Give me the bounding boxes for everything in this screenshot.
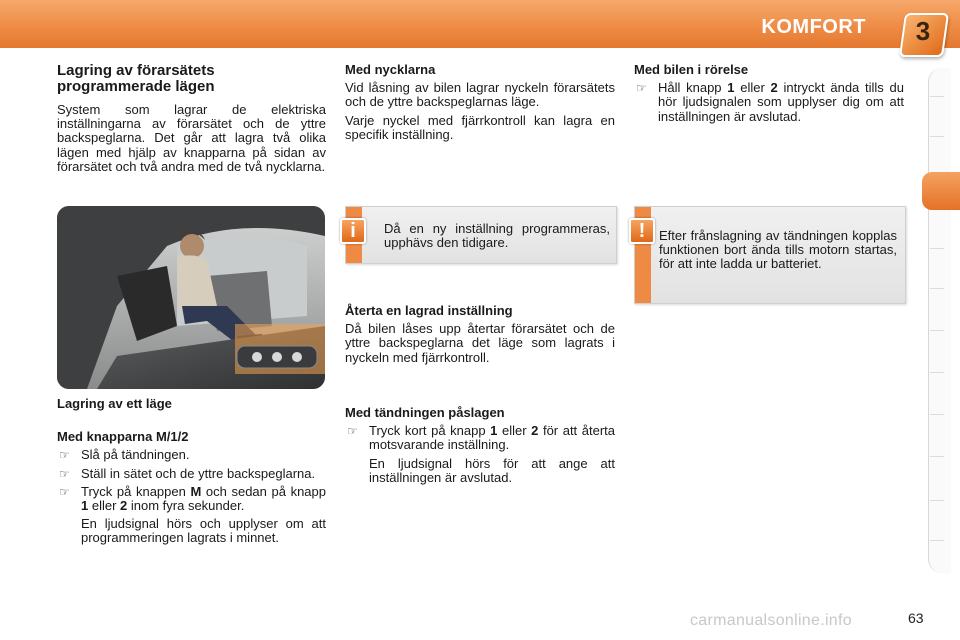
seat-photo xyxy=(57,206,325,389)
car-seat-illustration xyxy=(57,206,325,389)
chapter-nav-rail[interactable] xyxy=(928,68,951,573)
nav-tick[interactable] xyxy=(930,330,944,331)
column-1-lower xyxy=(57,397,326,550)
list-item: ☞ Tryck kort på knapp 1 eller 2 för att återta motsvarande inställning. xyxy=(347,423,615,453)
confirmation-text: En ljudsignal hörs och upplyser om att programmeringen lagrats i minnet. xyxy=(81,516,326,546)
pointing-hand-icon: ☞ xyxy=(59,466,70,481)
list-item: ☞ Ställ in sätet och de yttre backspeglarna. xyxy=(59,465,316,481)
nav-tick[interactable] xyxy=(930,540,944,541)
nav-tick[interactable] xyxy=(930,288,944,289)
chapter-title: KOMFORT xyxy=(761,16,866,38)
nav-tick[interactable] xyxy=(930,136,944,137)
column-2-ignition xyxy=(345,406,615,489)
nav-tick[interactable] xyxy=(930,414,944,415)
keys-paragraph-1: Vid låsning av bilen lagrar nyckeln förarsätets och de yttre backspeglarnas läge. xyxy=(345,80,615,110)
nav-tick[interactable] xyxy=(930,372,944,373)
column-2 xyxy=(345,63,615,146)
nav-tick[interactable] xyxy=(930,248,944,249)
nav-tick[interactable] xyxy=(930,456,944,457)
pointing-hand-icon: ☞ xyxy=(59,448,70,463)
info-note xyxy=(345,206,617,264)
nav-tab-active[interactable] xyxy=(922,172,960,210)
subheading-buttons: Med knapparna M/1/2 xyxy=(57,429,189,445)
subheading-store-position: Lagring av ett läge xyxy=(57,396,172,411)
chapter-number: 3 xyxy=(915,16,931,46)
pointing-hand-icon: ☞ xyxy=(636,81,647,96)
column-1 xyxy=(57,63,326,178)
pointing-hand-icon: ☞ xyxy=(347,424,358,439)
header-divider xyxy=(0,48,960,56)
intro-paragraph: System som lagrar de elektriska inställningarna av förarsätet och de yttre backspeglarna. Det går att lagra två olika lägen med hjälp av knapparna på sidan av förarsätet och två andra med de två nycklarna. xyxy=(57,102,326,174)
subheading-recall: Återta en lagrad inställning xyxy=(345,303,513,318)
warning-note xyxy=(634,206,906,304)
list-item: ☞ Slå på tändningen. xyxy=(59,447,190,463)
nav-tick[interactable] xyxy=(930,500,944,501)
pointing-hand-icon: ☞ xyxy=(59,484,70,499)
subheading-moving: Med bilen i rörelse xyxy=(634,62,749,77)
ignition-confirmation-text: En ljudsignal hörs för att ange att inställningen är avslutad. xyxy=(369,455,615,485)
watermark: carmanualsonline.info xyxy=(690,612,852,629)
column-3 xyxy=(634,63,904,128)
recall-paragraph: Då bilen låses upp återtar förarsätet och de yttre backspeglarna det läge som lagrats i nyckeln med fjärrkontroll. xyxy=(345,321,615,365)
page-number: 63 xyxy=(908,610,924,626)
info-icon: i xyxy=(340,218,366,244)
section-heading: Lagring av förarsätets programmerade lägen xyxy=(57,62,215,95)
info-note-text: Då en ny inställning programmeras, upphävs den tidigare. xyxy=(384,221,610,251)
warning-note-text: Efter frånslagning av tändningen kopplas funktionen bort ända tills motorn startas, för att inte ladda ur batteriet. xyxy=(659,228,897,272)
subheading-ignition: Med tändningen påslagen xyxy=(345,405,505,420)
subheading-keys: Med nycklarna xyxy=(345,62,436,77)
list-item: ☞ Tryck på knappen M och sedan på knapp 1 eller 2 inom fyra sekunder. xyxy=(59,483,326,514)
warning-icon: ! xyxy=(629,218,655,244)
keys-paragraph-2: Varje nyckel med fjärrkontroll kan lagra en specifik inställning. xyxy=(345,112,615,142)
nav-tick[interactable] xyxy=(930,96,944,97)
list-item: ☞ Håll knapp 1 eller 2 intryckt ända tills du hör ljudsignalen som upplyser dig om att inställningen är avslutad. xyxy=(636,80,904,124)
column-2-lower xyxy=(345,304,615,369)
